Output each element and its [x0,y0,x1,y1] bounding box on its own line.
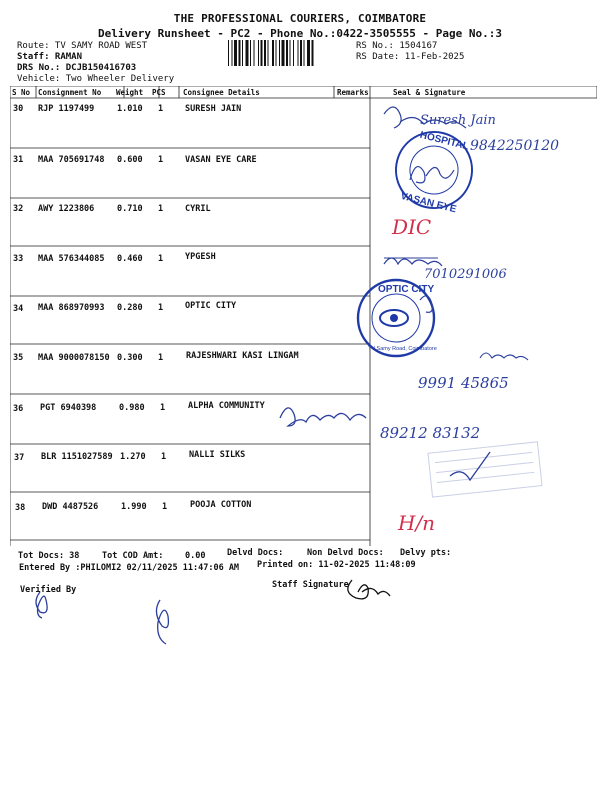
row-consignment: PGT 6940398 [40,403,97,413]
staff-signature-label: Staff Signature [272,580,349,590]
row-sno: 31 [13,155,24,165]
row-consignee: POOJA COTTON [190,500,252,510]
stamp-text: OPTIC CITY [378,284,435,295]
row-consignee: VASAN EYE CARE [185,155,257,165]
row-consignment: MAA 576344085 [38,254,105,264]
rs-date: RS Date: 11-Feb-2025 [356,52,465,62]
row-consignment: AWY 1223806 [38,204,95,214]
barcode [228,40,348,66]
row-consignment: RJP 1197499 [38,104,95,114]
row-sno: 37 [14,453,25,463]
row-consignment: MAA 9000078150 [38,353,110,363]
stamp-text: TV Samy Road, Coimbatore [368,346,437,352]
row-pcs: 1 [158,155,164,165]
row-weight: 1.990 [121,502,147,512]
handwritten-phone-row36: 89212 83132 [380,424,481,442]
row-consignment: DWD 4487526 [42,502,99,512]
row-weight: 0.600 [117,155,143,165]
row-sno: 35 [13,353,24,363]
col-consignment: Consignment No [38,88,102,97]
row-pcs: 1 [161,452,167,462]
printed-on: Printed on: 11-02-2025 11:48:09 [257,560,416,570]
row-consignee: NALLI SILKS [189,450,246,460]
row-pcs: 1 [160,403,166,413]
row-consignee: OPTIC CITY [185,301,237,311]
runsheet-subtitle: Delivery Runsheet - PC2 - Phone No.:0422-3505555 - Page No.:3 [98,27,502,40]
handwritten-phone-row35: 9991 45865 [418,374,509,392]
handwritten-note-row32: DIC [392,215,432,239]
row-sno: 33 [13,254,24,264]
row-weight: 1.270 [120,452,146,462]
verified-by: Verified By [20,585,77,595]
total-cod-label: Tot COD Amt: [102,551,164,561]
staff-text: Staff: RAMAN [17,52,83,62]
vehicle-text: Vehicle: Two Wheeler Delivery [17,74,175,84]
row-sno: 36 [13,404,24,414]
row-consignee: YPGESH [185,252,216,262]
row-sno: 30 [13,104,24,114]
row-sno: 34 [13,304,24,314]
stamp-text: HOSPITAL [418,129,470,153]
handwritten-phone-row30: 9842250120 [470,138,560,154]
company-title: THE PROFESSIONAL COURIERS, COIMBATORE [173,12,427,25]
row-weight: 0.300 [117,353,143,363]
handwritten-note-row38: H/n [398,511,436,535]
signature-verified-1 [36,592,47,618]
row-weight: 0.460 [117,254,143,264]
signature-verified-2 [156,600,168,644]
col-consignee: Consignee Details [183,88,260,97]
handwritten-name-row30: Suresh Jain [420,113,496,128]
row-consignee: CYRIL [185,204,211,214]
delivery-points: Delvy pts: [400,548,452,558]
row-consignee: RAJESHWARI KASI LINGAM [186,351,299,361]
row-pcs: 1 [158,353,164,363]
row-consignee: ALPHA COMMUNITY [188,401,265,411]
rs-number: RS No.: 1504167 [356,41,438,51]
total-cod-value: 0.00 [185,551,206,561]
row-weight: 0.710 [117,204,143,214]
row-sno: 38 [15,503,26,513]
row-pcs: 1 [158,254,164,264]
non-delivered-docs: Non Delvd Docs: [307,548,384,558]
row-sno: 32 [13,204,24,214]
row-consignment: BLR 1151027589 [41,452,113,462]
col-sno: S No [12,88,31,97]
row-consignment: MAA 868970993 [38,303,105,313]
signature-staff [348,580,390,599]
route-text: Route: TV SAMY ROAD WEST [17,41,148,51]
col-pcs: PCS [152,88,166,97]
col-weight: Weight [116,88,144,97]
entered-by: Entered By :PHILOMI2 02/11/2025 11:47:06 AM [19,563,240,573]
row-pcs: 1 [158,204,164,214]
row-pcs: 1 [158,104,164,114]
stamp-text: VASAN EYE [399,190,458,216]
col-signature: Seal & Signature [393,88,466,97]
handwritten-phone-row33: 7010291006 [424,267,507,282]
row-consignment: MAA 705691748 [38,155,105,165]
row-weight: 0.980 [119,403,145,413]
row-weight: 0.280 [117,303,143,313]
row-pcs: 1 [162,502,168,512]
row-pcs: 1 [158,303,164,313]
row-weight: 1.010 [117,104,143,114]
row-consignee: SURESH JAIN [185,104,242,114]
total-docs: Tot Docs: 38 [18,551,80,561]
col-remarks: Remarks [337,88,369,97]
drs-number: DRS No.: DCJB150416703 [17,63,137,73]
delivered-docs: Delvd Docs: [227,548,284,558]
